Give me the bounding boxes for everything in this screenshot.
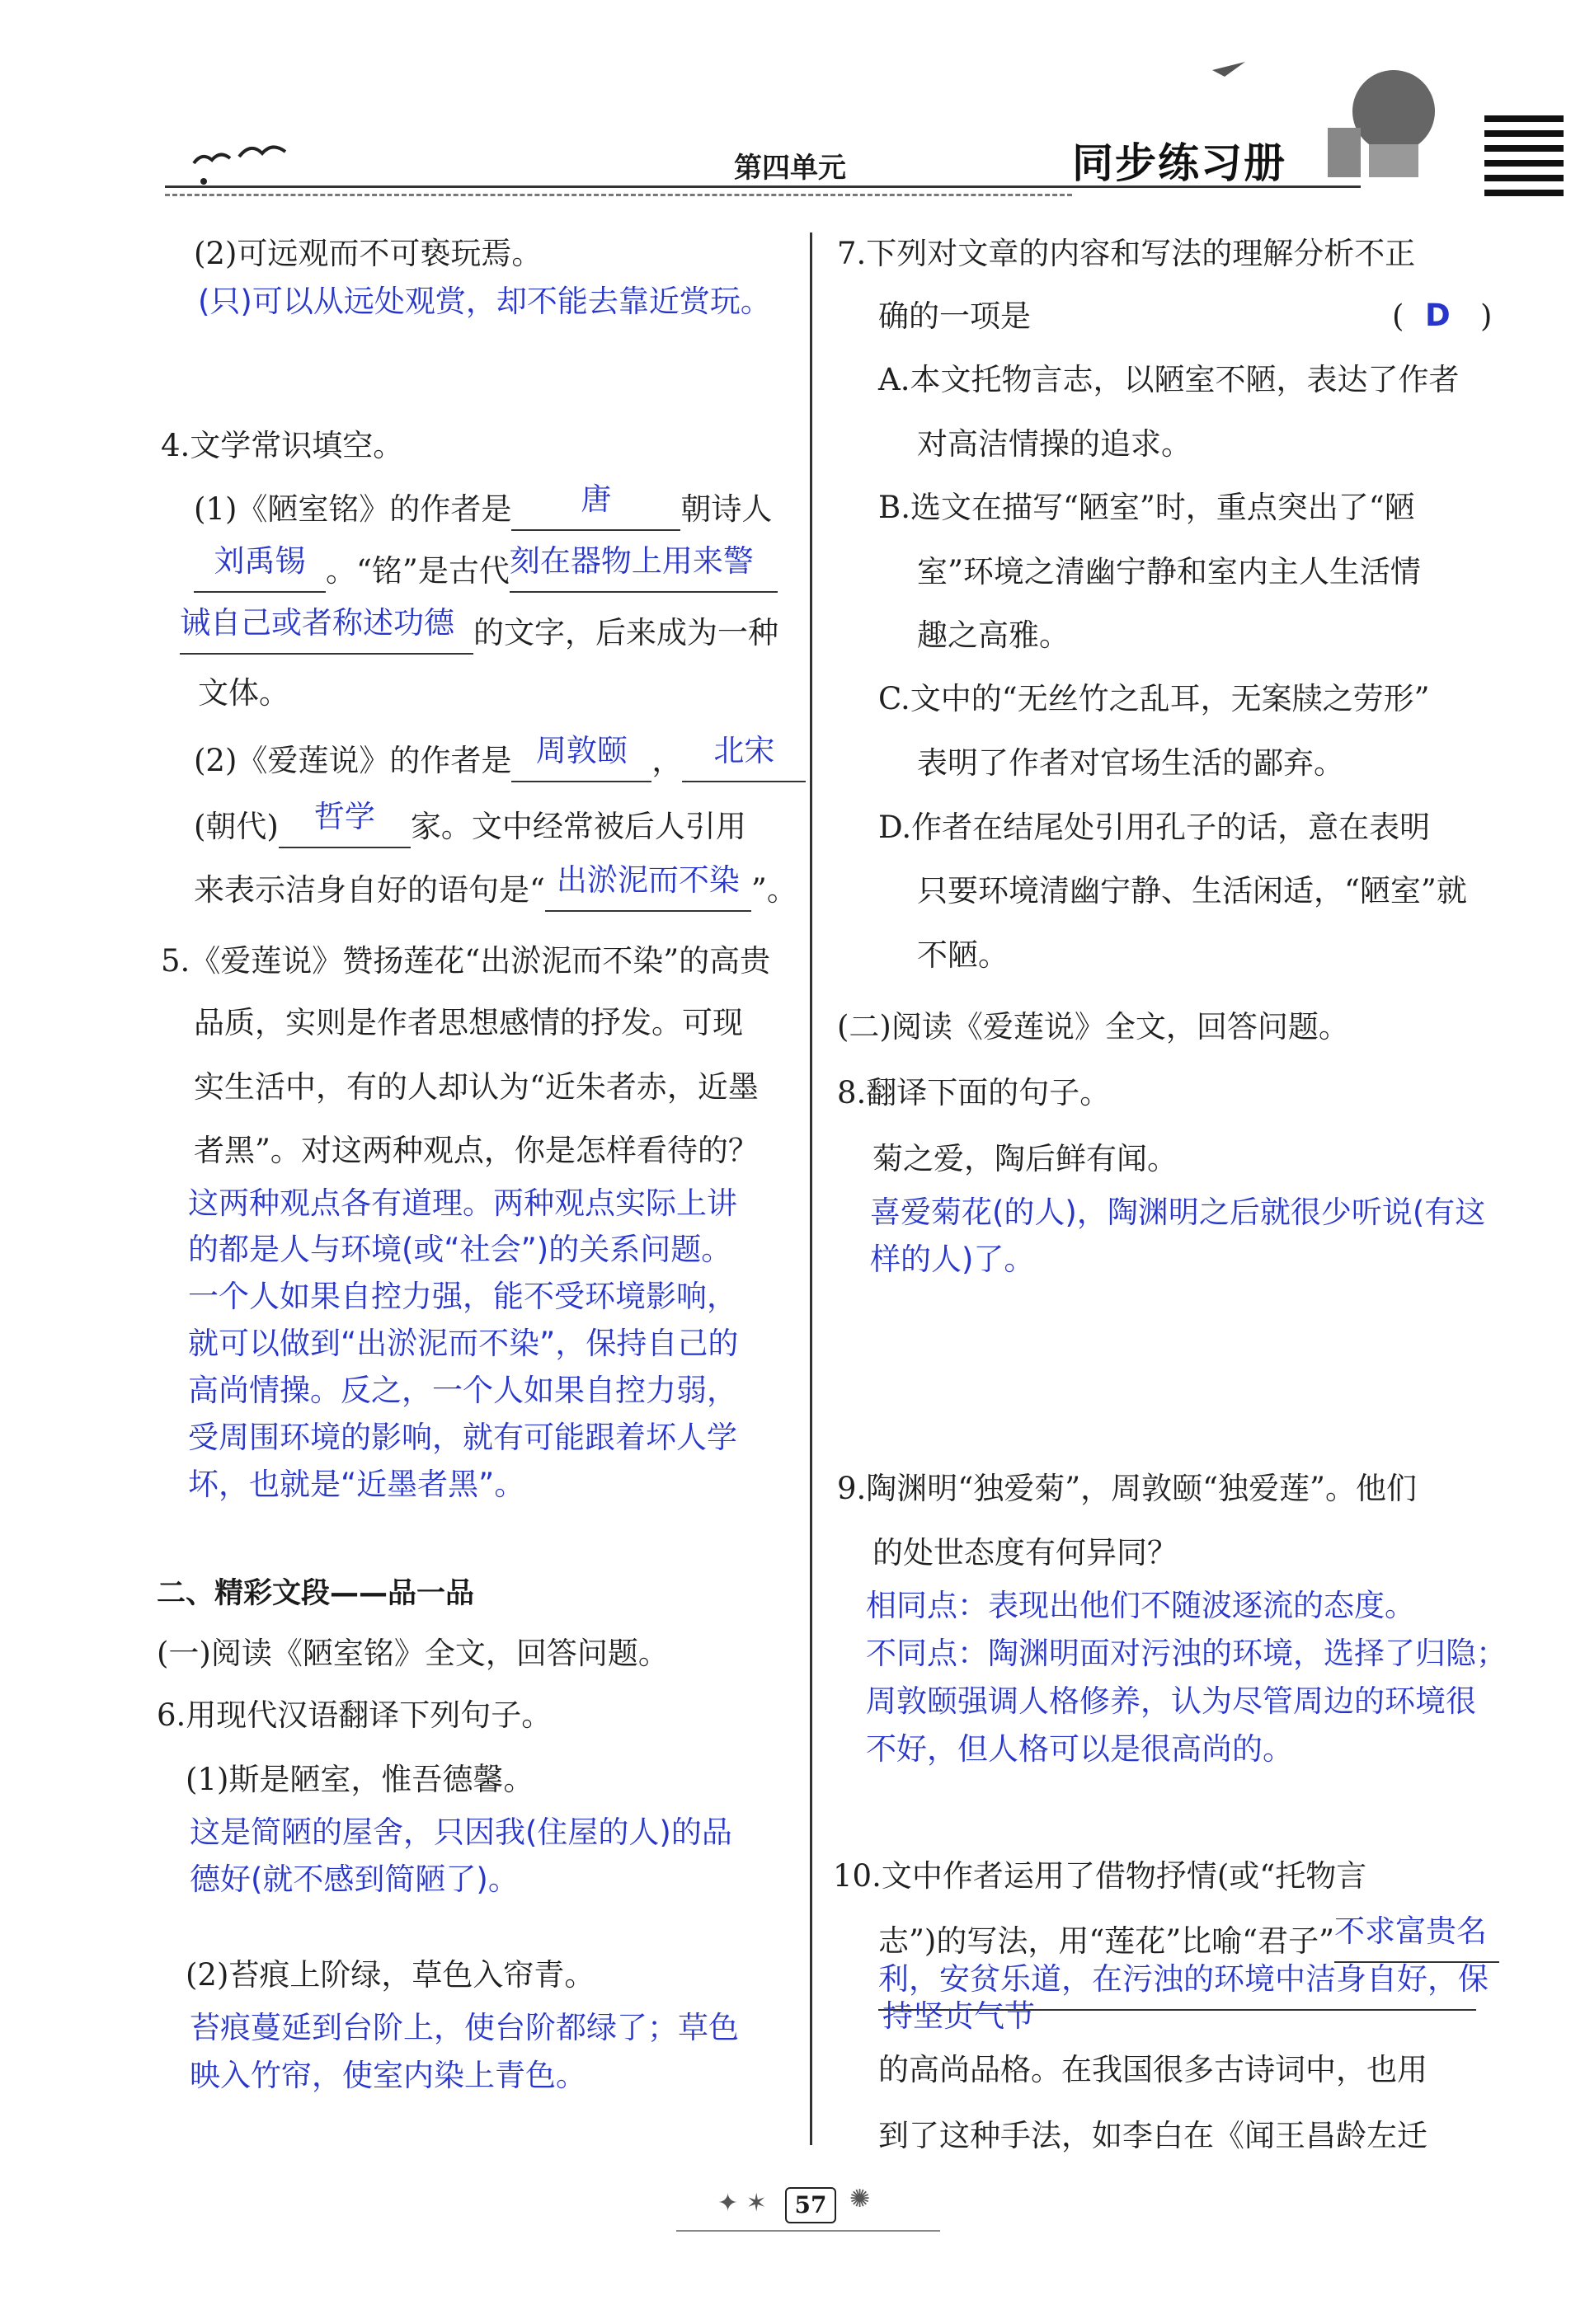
q4-2-answer-author: 周敦颐 <box>535 733 628 768</box>
q10-line4: 的高尚品格。在我国很多古诗词中，也用 <box>878 2052 1427 2087</box>
q10-answer-2: 利，安贫乐道，在污浊的环境中洁身自好，保 <box>878 1961 1489 1997</box>
q4-1-answer-ming-b: 诫自己或者称述功德 <box>180 605 454 641</box>
q5-answer-7: 坏，也就是“近墨者黑”。 <box>188 1467 525 1502</box>
q4-2-line1: (2)《爱莲说》的作者是 周敦颐 ， 北宋 <box>194 738 806 782</box>
q3-2-answer: (只)可以从远处观赏，却不能去靠近赏玩。 <box>198 284 771 319</box>
q7-option-d-3: 不陋。 <box>917 937 1009 973</box>
book-title: 同步练习册 <box>1072 139 1286 187</box>
q9-answer-3: 周敦颐强调人格修养，认为尽管周边的环境很 <box>866 1683 1476 1719</box>
q5-line4: 者黑”。对这两种观点，你是怎样看待的？ <box>194 1133 759 1168</box>
q4-2-answer-dynasty: 北宋 <box>713 733 775 768</box>
q10-line2: 志”)的写法，用“莲花”比喻“君子”不求富贵名 <box>878 1918 1499 1963</box>
q7-option-b-2: 室”环境之清幽宁静和室内主人生活情 <box>917 554 1421 589</box>
q4-1-line4: 文体。 <box>198 675 289 711</box>
q8-title: 8.翻译下面的句子。 <box>837 1075 1111 1110</box>
q9-line1: 9.陶渊明“独爱菊”，周敦颐“独爱莲”。他们 <box>837 1471 1417 1506</box>
q4-2-answer-quote: 出淤泥而不染 <box>556 862 740 898</box>
q6-2-text: (2)苔痕上阶绿，草色入帘青。 <box>186 1957 595 1993</box>
q10-line1: 10.文中作者运用了借物抒情(或“托物言 <box>833 1858 1367 1894</box>
q8-source-sentence: 菊之爱，陶后鲜有闻。 <box>872 1141 1178 1176</box>
reading-two-prompt: (二)阅读《爱莲说》全文，回答问题。 <box>837 1009 1349 1045</box>
q7-paren-right: ) <box>1480 298 1493 334</box>
leaf-ornament-left-icon: ✦ ✶ <box>717 2189 767 2218</box>
q8-answer-1: 喜爱菊花(的人)，陶渊明之后就很少听说(有这 <box>870 1195 1486 1230</box>
q9-answer-2: 不同点：陶渊明面对污浊的环境，选择了归隐； <box>866 1636 1507 1671</box>
q7-option-a-1: A.本文托物言志，以陋室不陋，表达了作者 <box>878 362 1460 397</box>
q4-1-line2: 刘禹锡 。“铭”是古代刻在器物上用来警 <box>194 548 778 593</box>
q7-option-d-1: D.作者在结尾处引用孔子的话，意在表明 <box>878 810 1431 845</box>
q5-line1: 5.《爱莲说》赞扬莲花“出淤泥而不染”的高贵 <box>161 943 771 979</box>
q10-line5: 到了这种手法，如李白在《闻王昌龄左迁 <box>878 2118 1427 2153</box>
q5-answer-5: 高尚情操。反之，一个人如果自控力弱， <box>188 1373 737 1408</box>
page-number: 57 <box>785 2187 836 2223</box>
q4-2-line3: 来表示洁身自好的语句是“ 出淤泥而不染 ”。 <box>194 867 797 912</box>
q7-option-d-2: 只要环境清幽宁静、生活闲适，“陋室”就 <box>917 873 1467 908</box>
q5-answer-4: 就可以做到“出淤泥而不染”，保持自己的 <box>188 1326 739 1361</box>
pinwheel-ornament-icon: ✺ <box>849 2185 871 2214</box>
q4-1-answer-ming-a: 刻在器物上用来警 <box>509 543 754 579</box>
q5-answer-6: 受周围环境的影响，就有可能跟着坏人学 <box>188 1420 737 1455</box>
q5-line3: 实生活中，有的人却认为“近朱者赤，近墨 <box>194 1069 759 1105</box>
column-divider <box>810 232 812 2145</box>
q7-answer: D <box>1425 298 1451 333</box>
q3-2-text: (2)可远观而不可亵玩焉。 <box>194 236 543 271</box>
q6-1-answer-1: 这是简陋的屋舍，只因我(住屋的人)的品 <box>190 1815 732 1850</box>
header-stripes <box>1484 115 1564 196</box>
q10-answer-3: 持坚贞气节 <box>882 1998 1035 2034</box>
birds-icon <box>161 132 326 190</box>
q4-title: 4.文学常识填空。 <box>161 428 404 463</box>
unit-title: 第四单元 <box>734 152 846 185</box>
q6-1-answer-2: 德好(就不感到简陋了)。 <box>190 1862 519 1897</box>
q7-option-b-3: 趣之高雅。 <box>917 617 1070 653</box>
q7-line2: 确的一项是 <box>878 298 1031 334</box>
q6-2-answer-2: 映入竹帘，使室内染上青色。 <box>190 2058 586 2093</box>
reading-one-prompt: (一)阅读《陋室铭》全文，回答问题。 <box>157 1636 669 1671</box>
q6-1-text: (1)斯是陋室，惟吾德馨。 <box>186 1762 534 1797</box>
q6-title: 6.用现代汉语翻译下列句子。 <box>157 1697 553 1733</box>
q7-option-c-2: 表明了作者对官场生活的鄙弃。 <box>917 745 1344 781</box>
q5-answer-3: 一个人如果自控力强，能不受环境影响， <box>188 1279 737 1314</box>
q8-answer-2: 样的人)了。 <box>870 1242 1035 1277</box>
q9-line2: 的处世态度有何异同？ <box>872 1535 1178 1570</box>
q4-2-answer-field: 哲学 <box>313 799 375 834</box>
section-two-title: 二、精彩文段——品一品 <box>157 1577 475 1610</box>
q9-answer-4: 不好，但人格可以是很高尚的。 <box>866 1731 1293 1767</box>
q6-2-answer-1: 苔痕蔓延到台阶上，使台阶都绿了；草色 <box>190 2010 739 2045</box>
q7-option-c-1: C.文中的“无丝竹之乱耳，无案牍之劳形” <box>878 681 1430 716</box>
q7-option-b-1: B.选文在描写“陋室”时，重点突出了“陋 <box>878 490 1415 525</box>
q4-1-line3: 诫自己或者称述功德 的文字，后来成为一种 <box>180 610 778 655</box>
q10-answer-1: 不求富贵名 <box>1334 1913 1488 1949</box>
q5-line2: 品质，实则是作者思想感情的抒发。可现 <box>194 1005 743 1040</box>
q4-1-answer-dynasty: 唐 <box>581 481 612 517</box>
q4-1-answer-author: 刘禹锡 <box>214 543 306 579</box>
q5-answer-1: 这两种观点各有道理。两种观点实际上讲 <box>188 1185 737 1221</box>
header-dashed-rule <box>165 194 1072 196</box>
footer-rule <box>676 2230 940 2232</box>
q7-option-a-2: 对高洁情操的追求。 <box>917 426 1192 462</box>
q4-2-line2: (朝代) 哲学 家。文中经常被后人引用 <box>194 804 746 848</box>
q7-paren-left: ( <box>1392 298 1404 334</box>
q4-1-line1: (1)《陋室铭》的作者是 唐 朝诗人 <box>194 486 772 531</box>
q9-answer-1: 相同点：表现出他们不随波逐流的态度。 <box>866 1588 1415 1623</box>
q5-answer-2: 的都是人与环境(或“社会”)的关系问题。 <box>188 1232 732 1267</box>
q7-line1: 7.下列对文章的内容和写法的理解分析不正 <box>837 236 1416 271</box>
